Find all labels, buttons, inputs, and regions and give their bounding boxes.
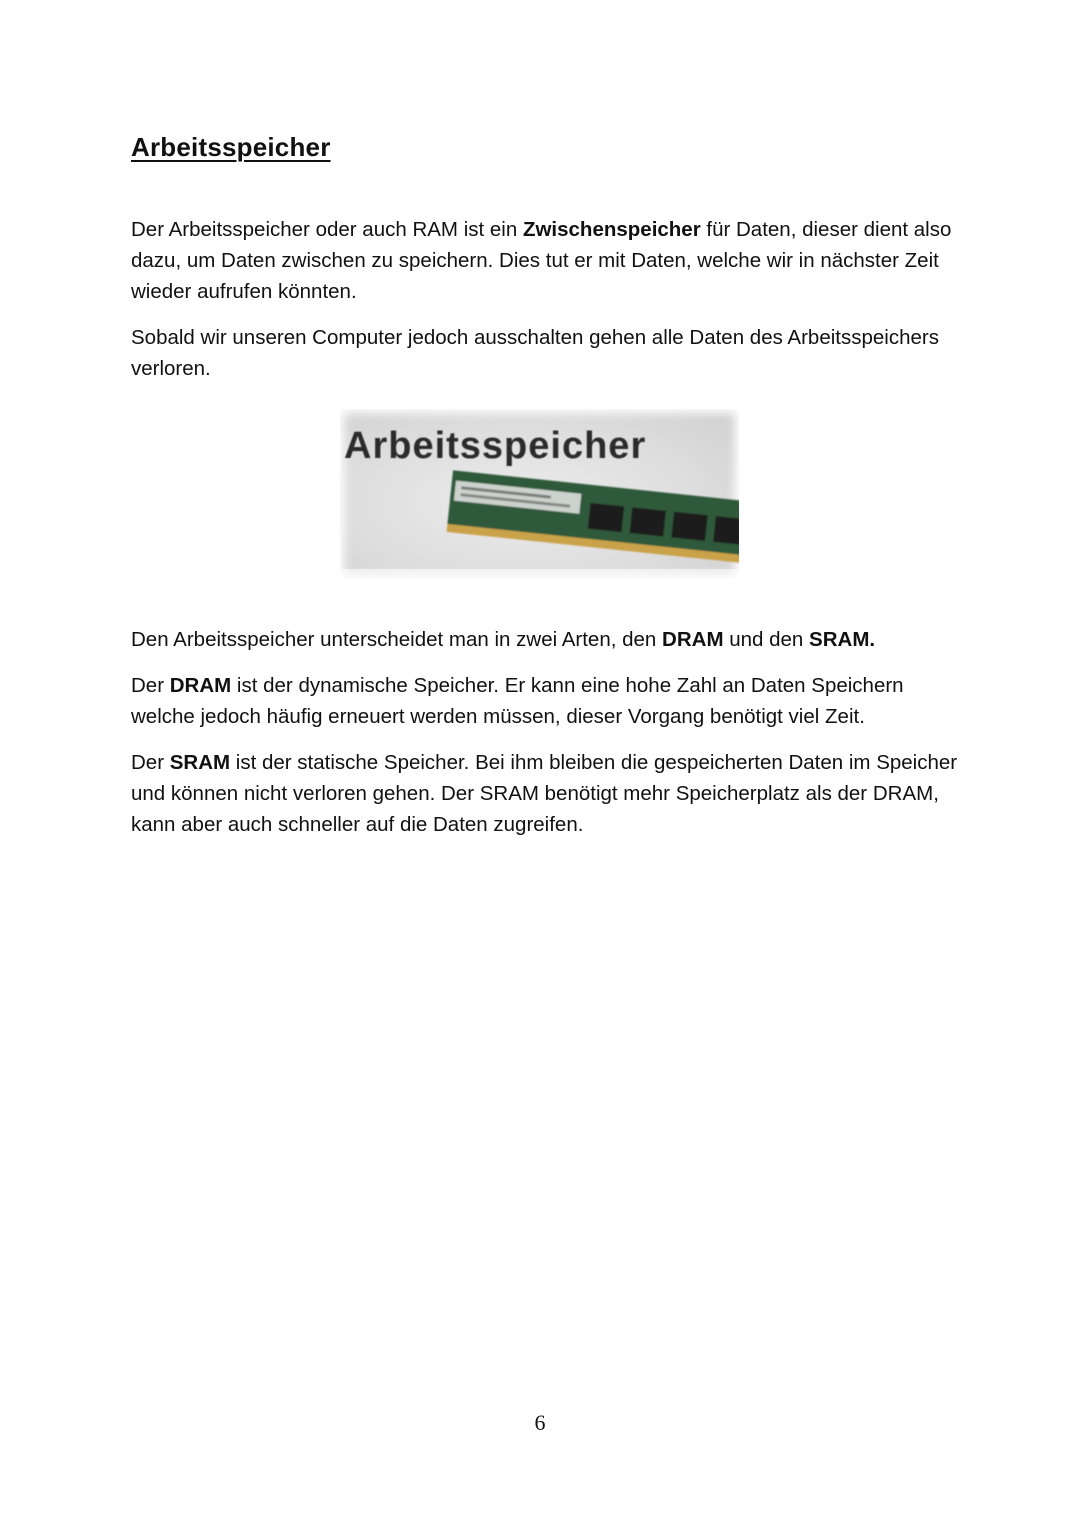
text-segment: ist der dynamische Speicher. Er kann eine hohe Zahl an Daten Speichern welche jedoch häufig erneuert werden müssen, dieser Vorgang benötigt viel Zeit. xyxy=(131,674,904,728)
paragraph-ram-types xyxy=(131,624,961,655)
bold-term-sram: SRAM xyxy=(169,751,231,774)
ram-module-photo xyxy=(340,409,739,579)
text-segment: ist der statische Speicher. Bei ihm bleiben die gespeicherten Daten im Speicher und können nicht verloren gehen. Der SRAM benötigt mehr Speicherplatz als der DRAM, kann aber auch schneller auf die Daten zugreifen. xyxy=(131,751,958,836)
bold-term-dram: DRAM xyxy=(169,674,232,697)
memory-chip xyxy=(629,507,666,536)
paragraph-sram xyxy=(131,747,961,840)
text-segment: Den Arbeitsspeicher unterscheidet man in zwei Arten, den xyxy=(131,628,663,651)
memory-chip xyxy=(588,503,625,532)
text-segment: für Daten, dieser dient also dazu, um Daten zwischen zu speichern. Dies tut er mit Daten, welche wir in nächster Zeit wieder aufrufen könnten. xyxy=(131,218,952,303)
paragraph-ram-definition xyxy=(131,214,961,307)
paragraph-data-loss: Sobald wir unseren Computer jedoch ausschalten gehen alle Daten des Arbeitsspeichers verloren. xyxy=(131,326,939,380)
photo-caption: Arbeitsspeicher xyxy=(344,425,647,467)
text-segment: und den xyxy=(723,628,810,651)
page-heading: Arbeitsspeicher xyxy=(131,132,331,162)
text-segment: Der Arbeitsspeicher oder auch RAM ist ein xyxy=(131,218,523,241)
text-segment: Der xyxy=(131,674,170,697)
memory-chip xyxy=(713,516,739,545)
bold-term-sram: SRAM. xyxy=(809,628,876,651)
bold-term-zwischenspeicher: Zwischenspeicher xyxy=(522,218,701,241)
paragraph-dram xyxy=(131,670,961,732)
text-segment: Der xyxy=(131,751,170,774)
page-number: 6 xyxy=(534,1410,546,1435)
memory-chip xyxy=(671,512,708,541)
bold-term-dram: DRAM xyxy=(662,628,724,651)
